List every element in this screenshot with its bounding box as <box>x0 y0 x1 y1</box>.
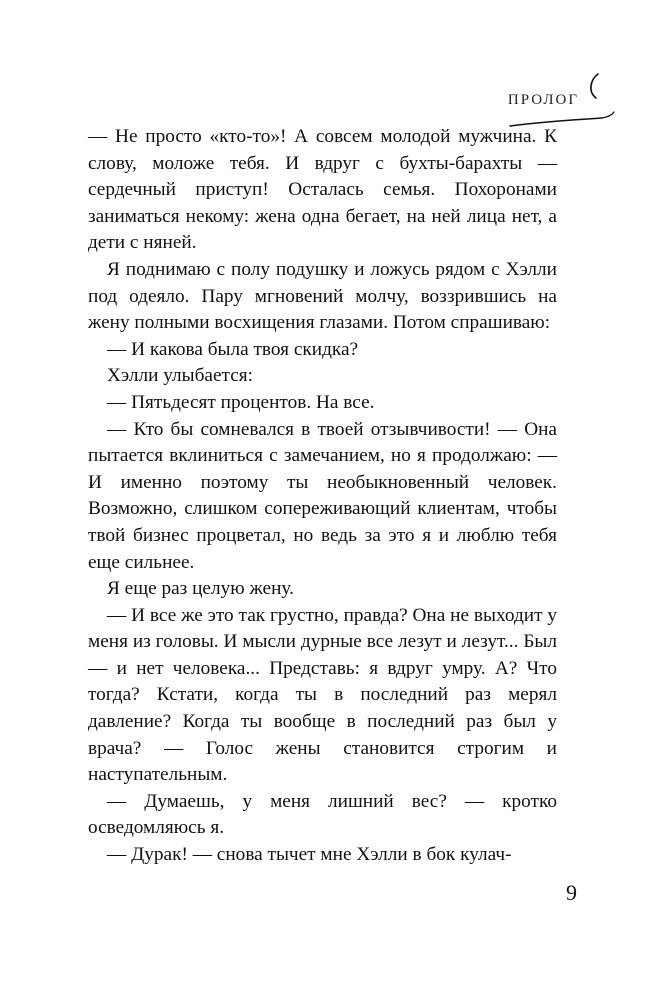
page-number: 9 <box>566 880 577 905</box>
paragraph: — И все же это так грустно, правда? Она не выходит у меня из головы. И мысли дурные все лезут и лезут... Был — и нет человека... Представь: я вдруг умру. А? Что тогда? Кстати, когда ты в последний раз мерял давление? Когда ты вообще в последний раз был у врача? — Голос жены становится строгим и наступательным. <box>88 604 557 786</box>
paragraph: Я поднимаю с полу подушку и ложусь рядом с Хэлли под одеяло. Пару мгновений молчу, воззрившись на жену полными восхищения глазами. Потом спрашиваю: <box>88 258 557 334</box>
body-text <box>88 124 557 869</box>
paragraph: — И какова была твоя скидка? <box>107 338 359 360</box>
paragraph: — Не просто «кто-то»! А совсем молодой мужчина. К слову, моложе тебя. И вдруг с бухты-барахты — сердечный приступ! Осталась семья. Похоронами заниматься некому: жена одна бегает, на ней лица нет, а дети с няней. <box>88 126 557 254</box>
paragraph: Хэлли улыбается: <box>107 365 253 387</box>
paragraph: — Кто бы сомневался в твоей отзывчивости! — Она пытается вклиниться с замечанием, но я продолжаю: — И именно поэтому ты необыкновенный человек. Возможно, слишком сопереживающий клиентам, чтобы твой бизнес процветал, но ведь за это я и люблю тебя еще сильнее. <box>88 418 557 573</box>
paragraph: — Пятьдесят процентов. На все. <box>107 391 375 413</box>
paragraph: — Думаешь, у меня лишний вес? — кротко осведомляюсь я. <box>88 790 557 839</box>
paragraph: — Дурак! — снова тычет мне Хэлли в бок кулач- <box>107 844 512 866</box>
running-title: ПРОЛОГ <box>507 92 579 108</box>
paragraph: Я еще раз целую жену. <box>107 578 294 600</box>
